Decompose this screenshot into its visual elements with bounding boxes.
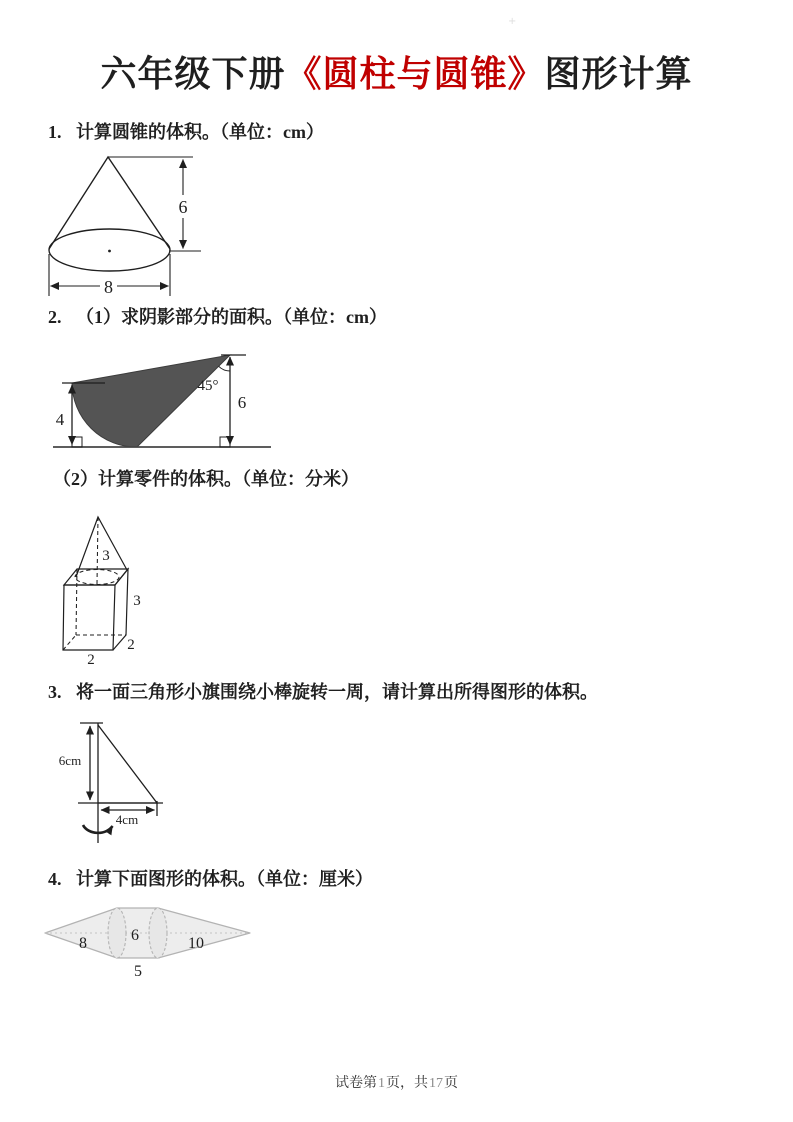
problem-1-text [48, 118, 324, 144]
footer-prefix: 试卷第 [335, 1076, 377, 1091]
figure-machine-part [50, 508, 168, 673]
problem-2-2-text [53, 465, 359, 491]
cone-base-center-dot [108, 250, 111, 253]
right-angle-mark-left [72, 437, 82, 447]
problem-4-text [48, 865, 373, 891]
spindle-diameter-label: 6 [131, 927, 139, 944]
page-title [0, 46, 793, 97]
figure-flag [50, 713, 172, 850]
part-prism-width-label: 2 [87, 652, 95, 668]
cone-diameter-label: 8 [104, 277, 113, 297]
shaded-right-height-label: 6 [237, 393, 247, 412]
part-solid-edges [63, 517, 128, 650]
flag-triangle [98, 725, 157, 803]
figure-cone [40, 150, 215, 302]
footer-suffix: 页 [444, 1076, 458, 1091]
spindle-right-ellipse [149, 908, 167, 958]
spindle-left-ellipse [108, 908, 126, 958]
footer-total-pages: 17 [429, 1076, 443, 1091]
flag-base-label: 4cm [115, 812, 139, 827]
page-footer [0, 1072, 793, 1092]
spindle-right-cone-label: 10 [188, 935, 204, 952]
spindle-cylinder-length-label: 5 [134, 963, 142, 980]
shaded-angle-label: 45° [197, 378, 219, 394]
flag-height-label: 6cm [58, 753, 82, 768]
angle-arc [219, 366, 230, 371]
problem-3-number: 3. [48, 682, 62, 702]
shaded-left-height-label: 4 [55, 410, 65, 429]
footer-page-number: 1 [378, 1076, 385, 1091]
footer-mid: 页，共 [386, 1076, 428, 1091]
title-highlight: 《圆柱与圆锥》 [285, 53, 545, 94]
figure-spindle [40, 895, 268, 987]
problem-2-2-statement: （2）计算零件的体积。（单位：分米） [53, 469, 359, 489]
problem-2-1-text [48, 303, 387, 329]
part-prism-height-label: 3 [133, 593, 141, 609]
part-cone-height-label: 3 [102, 548, 110, 564]
problem-1-number: 1. [48, 122, 62, 142]
problem-1-statement: 计算圆锥的体积。（单位：cm） [76, 122, 324, 142]
title-prefix: 六年级下册 [100, 53, 286, 94]
spindle-left-cone-label: 8 [79, 935, 87, 952]
problem-4-statement: 计算下面图形的体积。（单位：厘米） [76, 869, 373, 889]
cone-height-label: 6 [178, 197, 188, 217]
corner-mark: + [508, 16, 517, 27]
shaded-region [72, 355, 230, 447]
figure-shaded-area [45, 345, 280, 459]
cone-dimension-lines [49, 157, 201, 296]
problem-3-statement: 将一面三角形小旗围绕小棒旋转一周，请计算出所得图形的体积。 [76, 682, 598, 702]
right-angle-mark-right [220, 437, 230, 447]
problem-3-text [48, 678, 598, 704]
cone-outline [49, 157, 170, 271]
problem-2-number: 2. [48, 307, 62, 327]
problem-2-1-statement: （1）求阴影部分的面积。（单位：cm） [76, 307, 387, 327]
problem-4-number: 4. [48, 869, 62, 889]
part-prism-depth-label: 2 [127, 637, 135, 653]
title-suffix: 图形计算 [544, 53, 693, 94]
